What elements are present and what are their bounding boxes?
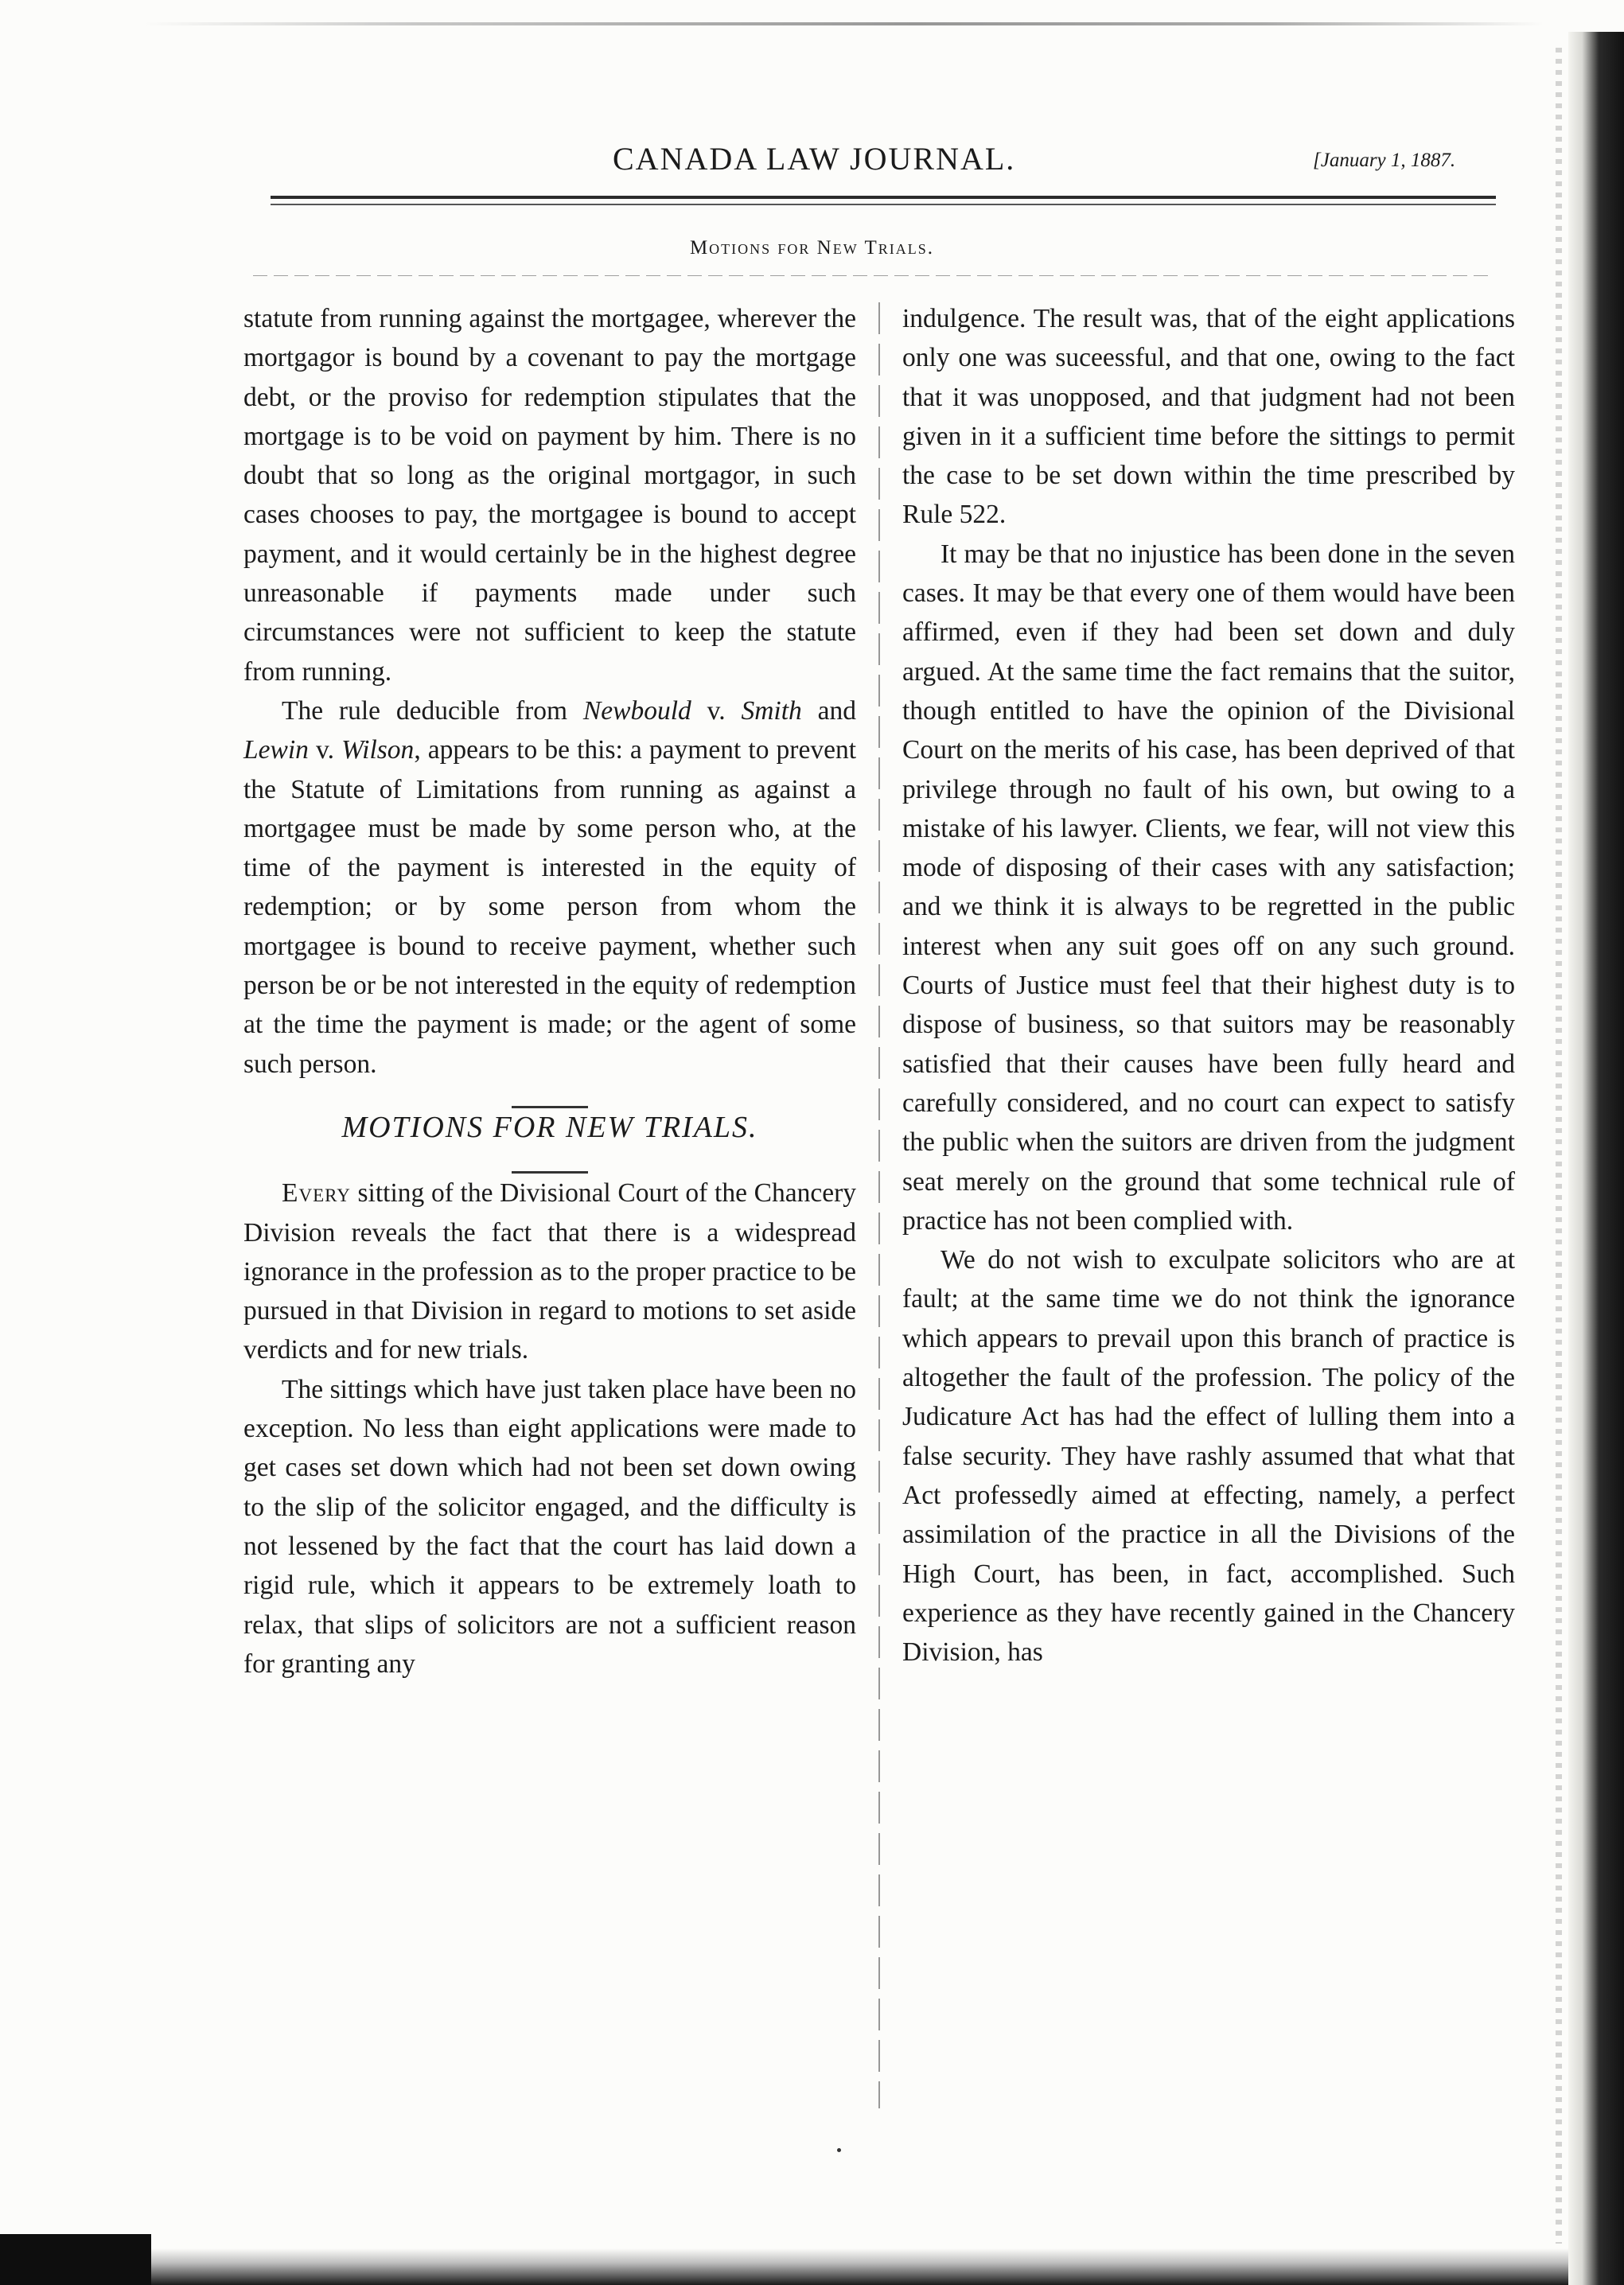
paragraph: The sittings which have just taken place have been no exception. No less than eight applications were made to get cases set down which had not been set down owing to the slip of the solicitor engaged, and the difficulty is not lessened by the fact that the court has laid down a rigid rule, which it appears to be extremely loath to relax, that slips of solicitors are not a sufficient reason for granting any: [243, 1374, 856, 1679]
section-rule: [253, 275, 1494, 276]
issue-date: [January 1, 1887.: [1313, 150, 1456, 171]
article-title: MOTIONS FOR NEW TRIALS.: [341, 1110, 758, 1144]
paragraph: We do not wish to exculpate solicitors who are at fault; at the same time we do not think the ignorance which appears to prevail upon this branch of practice is altogether the fault of the profession. The policy of the Judicature Act has had the effect of lulling them into a false security. They have rashly assumed that what that Act professedly aimed at effecting, namely, a perfect assimilation of the practice in all the Divisions of the High Court, has been, in fact, accomplished. Such experience as they have recently gained in the Chancery Division, has: [902, 1245, 1515, 1668]
lead-word: Every: [282, 1178, 351, 1209]
section-heading: Motions for New Trials.: [689, 237, 935, 259]
right-column: [902, 299, 1515, 1672]
paragraph: It may be that no injustice has been done in the seven cases. It may be that every one of them would have been affirmed, even if they had been set down and duly argued. At the same time the fact remains that the suitor, though entitled to have the opinion of the Divisional Court on the merits of his case, has been deprived of that privilege through no fault of his own, but owing to a mistake of his lawyer. Clients, we fear, will not view this mode of disposing of their cases with any satisfaction; and we think it is always to be regretted in the public interest when any suit goes off on any such ground. Courts of Justice must feel that their highest duty is to dispose of business, so that suitors may be reasonably satisfied that their causes have been fully heard and carefully considered, and no court can expect to satisfy the public when the suitors are driven from the judgment seat merely on the ground that some technical rule of practice has not been complied with.: [902, 539, 1515, 1236]
paragraph: [243, 1174, 856, 1369]
scan-corner-block: [0, 2234, 151, 2285]
text-run: , appears to be this: a payment to prevent the Statute of Limitations from running as against a mortgagee must be made by some person who, at the time of the payment is interested in the equity of redemption; or by some person from whom the mortgagee is bound to receive payment, whether such person be or be not interested in the equity of redemption at the time the payment is made; or the agent of some such person.: [243, 735, 857, 1079]
header-rule: [271, 196, 1496, 199]
paragraph: statute from running against the mortgagee, wherever the mortgagor is bound by a covenant to pay the mortgage debt, or the proviso for redemption stipulates that the mortgage is to be void on payment by him. There is no doubt that so long as the original mortgagor, in such cases chooses to pay, the mortgagee is bound to accept payment, and it would certainly be in the highest degree unreasonable if payments made under such circumstances were not sufficient to keep the statute from running.: [243, 304, 856, 687]
case-name: Smith: [741, 695, 802, 726]
text-run: v.: [308, 735, 342, 765]
text-run: sitting of the Divisional Court of the Chancery Division reveals the fact that there is a widespread ignorance in the profession as to the proper practice to be pursued in that Division in regard to motions to set aside verdicts and for new trials.: [243, 1178, 856, 1365]
case-name: Newbould: [582, 695, 691, 726]
text-run: and: [801, 695, 856, 726]
scan-bottom-edge: [0, 2248, 1568, 2285]
scan-right-edge: [1568, 32, 1624, 2285]
scan-top-edge: [143, 22, 1544, 25]
text-run: v.: [691, 695, 742, 726]
scan-binding-marks: [1556, 48, 1562, 2244]
case-name: Lewin: [243, 735, 309, 765]
paragraph: indulgence. The result was, that of the eight applications only one was suceessful, and that one, owing to the fact that it was unopposed, and that judgment had not been given in it a sufficient time before the sittings to permit the case to be set down within the time prescribed by Rule 522.: [902, 304, 1515, 530]
column-divider: [878, 302, 880, 2108]
header-rule-thin: [271, 204, 1496, 205]
scan-speck: [837, 2148, 841, 2152]
paragraph: [243, 691, 856, 1084]
journal-title: CANADA LAW JOURNAL.: [613, 141, 1016, 177]
text-run: The rule deducible from: [282, 695, 583, 726]
case-name: Wilson: [341, 735, 415, 765]
left-column: [243, 299, 856, 1684]
